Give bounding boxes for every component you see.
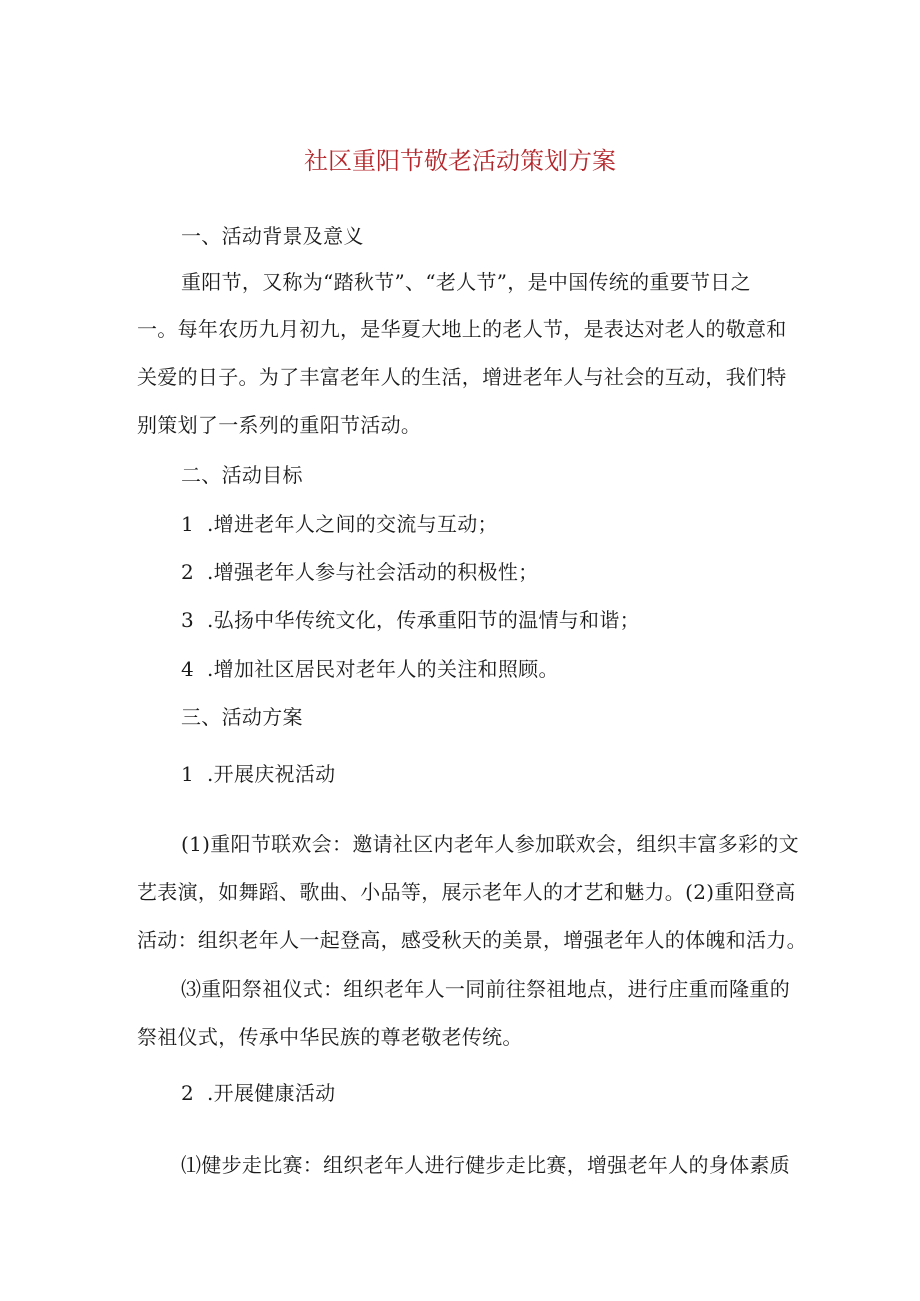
goal-item: [181, 509, 498, 539]
document-title: 社区重阳节敬老活动策划方案: [304, 147, 616, 175]
paragraph-line: (1)重阳节联欢会：邀请社区内老年人参加联欢会，组织丰富多彩的文: [181, 832, 799, 856]
goal-number: 2: [181, 560, 195, 584]
goal-text: .增加社区居民对老年人的关注和照顾。: [207, 657, 559, 681]
paragraph-line: 别策划了一系列的重阳节活动。: [137, 413, 422, 437]
section-heading-goals: 二、活动目标: [181, 463, 303, 487]
paragraph-line: 活动：组织老年人一起登高，感受秋天的美景，增强老年人的体魄和活力。: [137, 928, 807, 952]
subsection-number: 1: [181, 762, 195, 786]
section-heading-plan: 三、活动方案: [181, 705, 303, 729]
section-heading-background: 一、活动背景及意义: [181, 224, 364, 248]
paragraph-line: 祭祖仪式，传承中华民族的尊老敬老传统。: [137, 1025, 523, 1049]
paragraph-line: ⑴健步走比赛：组织老年人进行健步走比赛，增强老年人的身体素质: [181, 1153, 790, 1177]
goal-number: 1: [181, 512, 195, 536]
paragraph-line: 关爱的日子。为了丰富老年人的生活，增进老年人与社会的互动，我们特: [137, 365, 787, 389]
subsection-text: .开展健康活动: [207, 1081, 336, 1105]
goal-text: .增强老年人参与社会活动的积极性；: [207, 560, 539, 584]
subsection-text: .开展庆祝活动: [207, 762, 336, 786]
goal-text: .增进老年人之间的交流与互动；: [207, 512, 498, 536]
subsection-heading: [181, 1078, 335, 1108]
subsection-heading: [181, 759, 335, 789]
goal-text: .弘扬中华传统文化，传承重阳节的温情与和谐；: [207, 608, 640, 632]
goal-number: 3: [181, 608, 195, 632]
paragraph-line: ⑶重阳祭祖仪式：组织老年人一同前往祭祖地点，进行庄重而隆重的: [181, 977, 790, 1001]
paragraph-line: 重阳节，又称为“踏秋节”、“老人节”，是中国传统的重要节日之: [181, 270, 751, 294]
goal-item: [181, 605, 640, 635]
paragraph-line: 一。每年农历九月初九，是华夏大地上的老人节，是表达对老人的敬意和: [137, 317, 787, 341]
paragraph-line: 艺表演，如舞蹈、歌曲、小品等，展示老年人的才艺和魅力。(2)重阳登高: [137, 880, 796, 904]
goal-number: 4: [181, 657, 195, 681]
subsection-number: 2: [181, 1081, 195, 1105]
goal-item: [181, 654, 559, 684]
goal-item: [181, 557, 538, 587]
